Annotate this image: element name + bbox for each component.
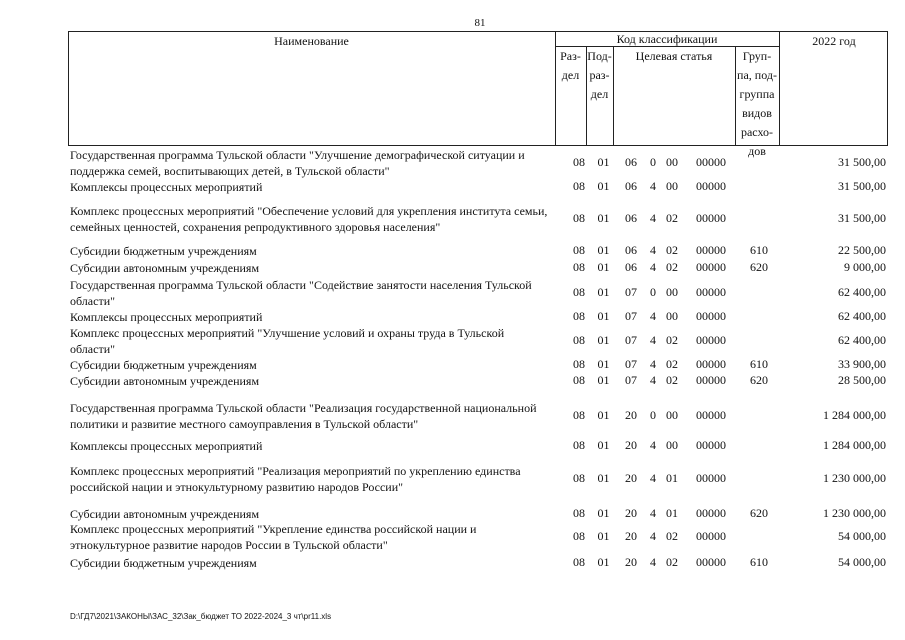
row-t1: 20 [625,438,637,452]
row-t3: 01 [666,506,678,520]
row-t1: 06 [625,211,637,225]
row-razdel: 08 [573,555,585,569]
row-group: 610 [750,243,768,257]
table-row [70,463,900,495]
header-group: Груп- па, под- группа видов расхо- дов [737,49,777,158]
row-t2: 4 [650,243,656,257]
row-t2: 0 [650,408,656,422]
row-t1: 20 [625,471,637,485]
row-name: Субсидии автономным учреждениям [70,374,260,388]
table-row [70,179,900,195]
row-t3: 00 [666,155,678,169]
row-t3: 00 [666,179,678,193]
row-t1: 20 [625,555,637,569]
table-row [70,555,900,571]
row-amount: 31 500,00 [838,211,886,225]
row-t4: 00000 [696,179,726,193]
row-razdel: 08 [573,285,585,299]
row-t2: 4 [650,438,656,452]
header-podrazdel: Под- раз- дел [587,49,612,101]
table-row [70,438,900,454]
row-razdel: 08 [573,243,585,257]
row-amount: 9 000,00 [844,260,886,274]
row-t4: 00000 [696,260,726,274]
row-group: 620 [750,260,768,274]
row-amount: 1 284 000,00 [823,438,886,452]
row-razdel: 08 [573,333,585,347]
row-t3: 02 [666,260,678,274]
row-t1: 20 [625,529,637,543]
row-t2: 4 [650,333,656,347]
row-t4: 00000 [696,471,726,485]
row-t3: 02 [666,211,678,225]
row-amount: 1 230 000,00 [823,471,886,485]
table-row [70,203,900,235]
row-group: 610 [750,555,768,569]
header-name: Наименование [274,34,349,48]
row-t1: 20 [625,506,637,520]
row-t4: 00000 [696,506,726,520]
row-amount: 33 900,00 [838,357,886,371]
row-razdel: 08 [573,155,585,169]
row-razdel: 08 [573,260,585,274]
row-t1: 07 [625,333,637,347]
file-path: D:\ГД7\2021\ЗАКОНЫ\ЗАС_32\Зак_бюджет ТО 2022-2024_3 чт\pr11.xls [70,612,332,621]
row-t1: 06 [625,179,637,193]
row-podrazdel: 01 [597,529,610,543]
row-name: Государственная программа Тульской области "Содействие занятости населения Тульской области" [70,278,532,308]
row-t4: 00000 [696,438,726,452]
table-row [70,260,900,276]
row-t3: 02 [666,243,678,257]
row-t4: 00000 [696,211,726,225]
header-target: Целевая статья [635,49,713,63]
row-podrazdel: 01 [597,243,610,257]
row-podrazdel: 01 [597,179,610,193]
row-t1: 20 [625,408,637,422]
table-row [70,243,900,259]
row-name: Комплекс процессных мероприятий "Улучшение условий и охраны труда в Тульской области" [70,326,505,356]
row-t2: 4 [650,529,656,543]
row-t2: 4 [650,357,656,371]
page-number: 81 [474,17,486,29]
header-classification: Код классификации [616,32,718,46]
row-razdel: 08 [573,309,585,323]
row-name: Субсидии автономным учреждениям [70,507,260,521]
table-row [70,277,900,309]
row-podrazdel: 01 [597,155,610,169]
row-t2: 4 [650,179,656,193]
row-podrazdel: 01 [597,357,610,371]
row-t3: 02 [666,373,678,387]
table-row [70,147,900,179]
row-name: Субсидии автономным учреждениям [70,261,260,275]
row-t4: 00000 [696,333,726,347]
row-name: Комплекс процессных мероприятий "Укрепление единства российской нации и этнокультурное развитие народов России в Тульской области" [70,522,477,552]
row-razdel: 08 [573,438,585,452]
row-name: Субсидии бюджетным учреждениям [70,358,257,372]
header-year: 2022 год [812,34,856,48]
row-amount: 54 000,00 [838,529,886,543]
row-name: Субсидии бюджетным учреждениям [70,556,257,570]
header-razdel: Раз- дел [560,49,581,82]
row-t2: 4 [650,260,656,274]
row-t1: 06 [625,243,637,257]
row-name: Комплекс процессных мероприятий "Реализация мероприятий по укреплению единства российской нации и этнокультурному развитию народов России" [70,464,521,494]
row-group: 620 [750,506,768,520]
row-t2: 0 [650,155,656,169]
row-podrazdel: 01 [597,333,610,347]
table-row [70,506,900,522]
row-razdel: 08 [573,179,585,193]
row-t2: 4 [650,211,656,225]
row-podrazdel: 01 [597,373,610,387]
row-t1: 06 [625,260,637,274]
row-name: Государственная программа Тульской области "Улучшение демографической ситуации и поддержка семей, воспитывающих детей, в Тульской области" [70,148,525,178]
row-t3: 00 [666,309,678,323]
row-podrazdel: 01 [597,438,610,452]
row-t3: 02 [666,333,678,347]
row-t2: 4 [650,506,656,520]
row-t4: 00000 [696,357,726,371]
row-t1: 07 [625,357,637,371]
row-podrazdel: 01 [597,309,610,323]
row-t3: 01 [666,471,678,485]
row-t3: 02 [666,529,678,543]
row-razdel: 08 [573,211,585,225]
row-t4: 00000 [696,555,726,569]
row-group: 620 [750,373,768,387]
row-t4: 00000 [696,529,726,543]
row-podrazdel: 01 [597,555,610,569]
row-podrazdel: 01 [597,211,610,225]
row-razdel: 08 [573,357,585,371]
row-name: Комплекс процессных мероприятий "Обеспечение условий для укрепления института семьи, семейных ценностей, сохранения репродуктивного здоровья населения" [70,204,548,234]
row-t1: 07 [625,373,637,387]
row-t4: 00000 [696,285,726,299]
row-name: Государственная программа Тульской области "Реализация государственной национальной политики и развитие местного самоуправления в Тульской области" [70,401,537,431]
row-amount: 62 400,00 [838,285,886,299]
row-t2: 4 [650,555,656,569]
row-t3: 02 [666,357,678,371]
row-amount: 62 400,00 [838,333,886,347]
table-row [70,400,900,432]
row-razdel: 08 [573,373,585,387]
row-podrazdel: 01 [597,285,610,299]
row-t3: 02 [666,555,678,569]
row-amount: 22 500,00 [838,243,886,257]
row-t3: 00 [666,285,678,299]
row-t1: 07 [625,285,637,299]
row-t4: 00000 [696,155,726,169]
row-t1: 07 [625,309,637,323]
row-podrazdel: 01 [597,471,610,485]
row-amount: 1 230 000,00 [823,506,886,520]
row-name: Комплексы процессных мероприятий [70,439,263,453]
row-amount: 31 500,00 [838,179,886,193]
row-t2: 0 [650,285,656,299]
row-podrazdel: 01 [597,260,610,274]
row-podrazdel: 01 [597,408,610,422]
row-amount: 31 500,00 [838,155,886,169]
row-name: Комплексы процессных мероприятий [70,310,263,324]
table-row [70,521,900,553]
table-row [70,373,900,389]
row-razdel: 08 [573,506,585,520]
table-row [70,357,900,373]
row-podrazdel: 01 [597,506,610,520]
row-t2: 4 [650,471,656,485]
row-group: 610 [750,357,768,371]
row-t3: 00 [666,408,678,422]
row-t4: 00000 [696,243,726,257]
row-name: Комплексы процессных мероприятий [70,180,263,194]
row-name: Субсидии бюджетным учреждениям [70,244,257,258]
row-amount: 28 500,00 [838,373,886,387]
row-t1: 06 [625,155,637,169]
table-row [70,309,900,325]
row-t4: 00000 [696,309,726,323]
row-razdel: 08 [573,471,585,485]
row-t3: 00 [666,438,678,452]
row-amount: 1 284 000,00 [823,408,886,422]
row-razdel: 08 [573,529,585,543]
row-t2: 4 [650,309,656,323]
row-t4: 00000 [696,373,726,387]
row-razdel: 08 [573,408,585,422]
row-t4: 00000 [696,408,726,422]
row-amount: 54 000,00 [838,555,886,569]
table-row [70,325,900,357]
row-t2: 4 [650,373,656,387]
row-amount: 62 400,00 [838,309,886,323]
